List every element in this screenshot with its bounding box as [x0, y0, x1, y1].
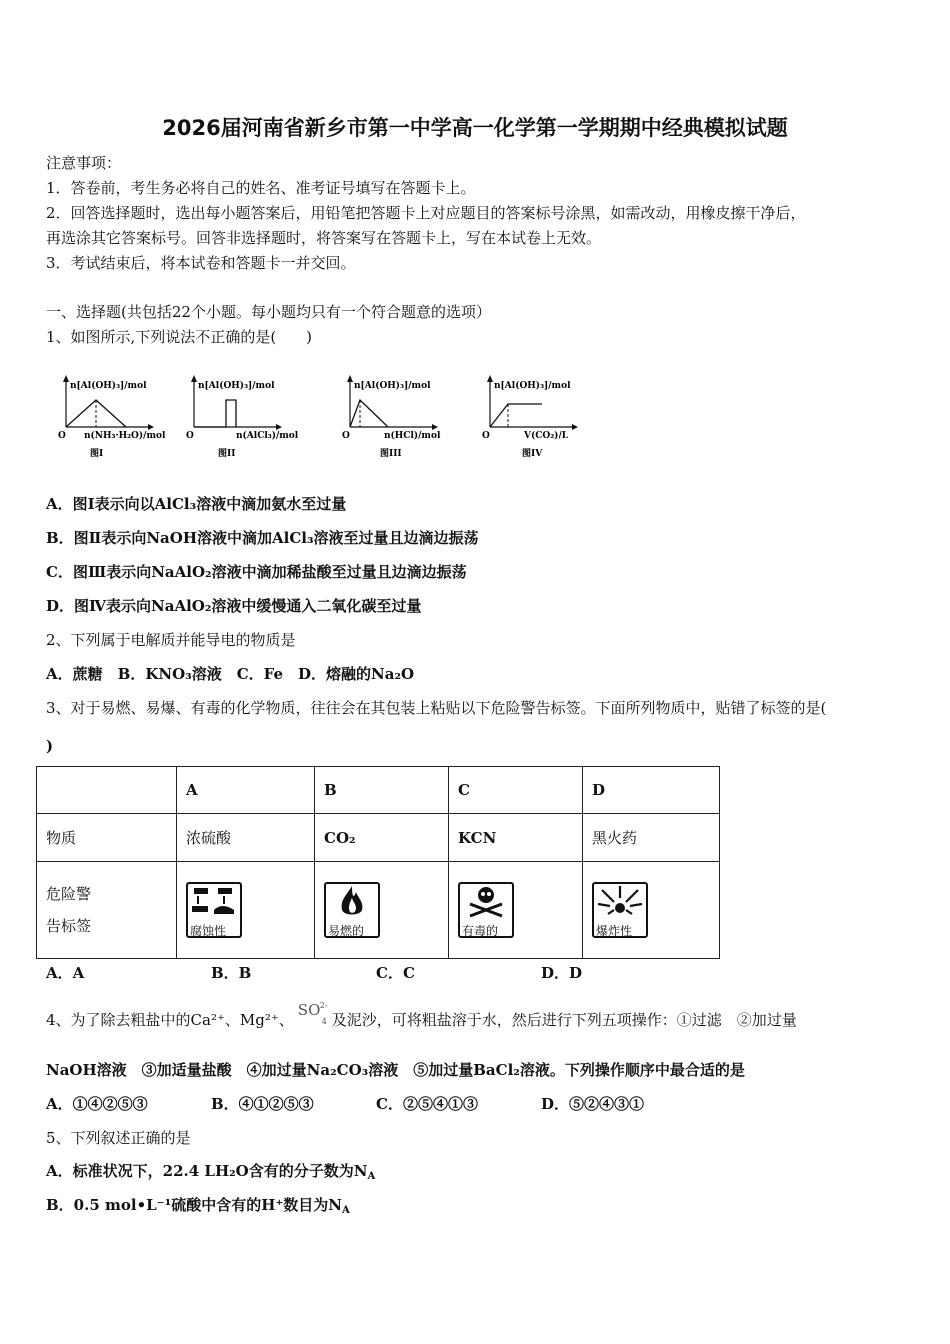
- ion-subscript: 4: [321, 1017, 327, 1026]
- graph-1-caption: 图I: [90, 449, 104, 459]
- q2-options: A．蔗糖 B．KNO₃溶液 C．Fe D．熔融的Na₂O: [46, 665, 415, 683]
- graph-3-origin: O: [342, 431, 350, 441]
- table-header: D: [583, 767, 720, 814]
- q5-option-a: [46, 1161, 375, 1187]
- sulfate-ion: [294, 1001, 332, 1030]
- q5-option-b-sub: A: [342, 1205, 350, 1216]
- graph-3: [340, 372, 460, 466]
- graph-2-xlabel: n(AlCl₃)/mol: [236, 431, 299, 441]
- notice-item-2: 2．回答选择题时，选出每小题答案后，用铅笔把答题卡上对应题目的答案标号涂黑，如需改动，用橡皮擦干净后，: [46, 204, 806, 222]
- q1-option-d: D．图Ⅳ表示向NaAlO₂溶液中缓慢通入二氧化碳至过量: [46, 597, 422, 615]
- table-cell: [37, 862, 177, 959]
- q3-stem: 3、对于易燃、易爆、有毒的化学物质，往往会在其包装上粘贴以下危险警告标签。下面所列物质中，贴错了标签的是(: [46, 699, 827, 717]
- table-cell: [315, 862, 449, 959]
- graph-3-ylabel: n[Al(OH)₃]/mol: [354, 381, 431, 391]
- table-cell: KCN: [449, 814, 583, 862]
- graph-1-origin: O: [58, 431, 66, 441]
- graph-1-ylabel: n[Al(OH)₃]/mol: [70, 381, 147, 391]
- q5-stem: 5、下列叙述正确的是: [46, 1129, 191, 1147]
- graph-1-xlabel: n(NH₃·H₂O)/mol: [84, 431, 166, 441]
- table-row: [37, 862, 720, 959]
- section-heading: 一、选择题(共包括22个小题。每小题均只有一个符合题意的选项）: [46, 303, 491, 321]
- table-cell: [37, 767, 177, 814]
- ion-symbol: SO: [297, 1001, 321, 1019]
- q3-option-b: B．B: [211, 964, 252, 982]
- graph-4-caption: 图IV: [522, 449, 543, 459]
- table-cell: 黑火药: [583, 814, 720, 862]
- notice-item-1: 1．答卷前，考生务必将自己的姓名、准考证号填写在答题卡上。: [46, 179, 476, 197]
- table-header: C: [449, 767, 583, 814]
- notice-heading: 注意事项：: [46, 154, 122, 172]
- q4-option-a: A．①④②⑤③: [46, 1095, 148, 1113]
- q1-option-b: B．图Ⅱ表示向NaOH溶液中滴加AlCl₃溶液至过量且边滴边振荡: [46, 529, 479, 547]
- table-row: [37, 767, 720, 814]
- graph-4-xlabel: V(CO₂)/L: [524, 431, 569, 441]
- q5-option-b: [46, 1195, 350, 1221]
- graph-4-origin: O: [482, 431, 490, 441]
- table-cell: 浓硫酸: [177, 814, 315, 862]
- table-cell: [177, 862, 315, 959]
- explosive-icon: [592, 882, 648, 938]
- graph-4-ylabel: n[Al(OH)₃]/mol: [494, 381, 571, 391]
- q3-option-a: A．A: [46, 964, 85, 982]
- icon-label: 易燃的: [328, 924, 365, 938]
- table-row: [37, 814, 720, 862]
- q5-option-b-text: B．0.5 mol•L⁻¹硫酸中含有的H⁺数目为N: [46, 1196, 342, 1214]
- q4-stem-line-1: [46, 1001, 797, 1030]
- row-label-line-2: 告标签: [46, 917, 92, 935]
- graph-3-xlabel: n(HCl)/mol: [384, 431, 441, 441]
- q4-option-c: C．②⑤④①③: [376, 1095, 478, 1113]
- q1-option-c: C．图Ⅲ表示向NaAlO₂溶液中滴加稀盐酸至过量且边滴边振荡: [46, 563, 467, 581]
- q3-option-d: D．D: [541, 964, 583, 982]
- q5-option-a-text: A．标准状况下，22.4 LH₂O含有的分子数为N: [46, 1162, 368, 1180]
- q1-stem: 1、如图所示,下列说法不正确的是( ): [46, 328, 313, 346]
- corrosive-icon: [186, 882, 242, 938]
- notice-item-2-cont: 再选涂其它答案标号。回答非选择题时，将答案写在答题卡上，写在本试卷上无效。: [46, 229, 602, 247]
- graph-2-origin: O: [186, 431, 194, 441]
- table-header: B: [315, 767, 449, 814]
- q4-stem-line-2: NaOH溶液 ③加适量盐酸 ④加过量Na₂CO₃溶液 ⑤加过量BaCl₂溶液。下列操作顺序中最合适的是: [46, 1061, 745, 1079]
- q3-stem-end: ): [46, 737, 54, 755]
- graph-2: [184, 372, 304, 466]
- graph-1: [56, 372, 176, 466]
- table-cell: 物质: [37, 814, 177, 862]
- flammable-icon: [324, 882, 380, 938]
- icon-label: 有毒的: [462, 924, 499, 938]
- icon-label: 腐蚀性: [190, 924, 227, 938]
- table-cell: CO₂: [315, 814, 449, 862]
- q4-stem-a: 4、为了除去粗盐中的Ca²⁺、Mg²⁺、: [46, 1011, 294, 1029]
- q3-option-c: C．C: [376, 964, 415, 982]
- table-cell: [449, 862, 583, 959]
- q1-option-a: A．图Ⅰ表示向以AlCl₃溶液中滴加氨水至过量: [46, 495, 347, 513]
- q2-stem: 2、下列属于电解质并能导电的物质是: [46, 631, 296, 649]
- ion-charge: 2-: [319, 1001, 328, 1010]
- table-cell: [583, 862, 720, 959]
- row-label-line-1: 危险警: [46, 885, 92, 903]
- graph-4: [480, 372, 600, 466]
- q4-option-b: B．④①②⑤③: [211, 1095, 314, 1113]
- q5-option-a-sub: A: [367, 1171, 376, 1182]
- graph-3-caption: 图III: [380, 449, 402, 459]
- hazard-table: [36, 766, 720, 959]
- icon-label: 爆炸性: [596, 924, 633, 938]
- graph-2-ylabel: n[Al(OH)₃]/mol: [198, 381, 275, 391]
- page-title: 2026届河南省新乡市第一中学高一化学第一学期期中经典模拟试题: [162, 116, 788, 140]
- notice-item-3: 3．考试结束后，将本试卷和答题卡一并交回。: [46, 254, 356, 272]
- q4-option-d: D．⑤②④③①: [541, 1095, 645, 1113]
- toxic-icon: [458, 882, 514, 938]
- q4-stem-b: 及泥沙，可将粗盐溶于水，然后进行下列五项操作：①过滤 ②加过量: [331, 1011, 797, 1029]
- graph-2-caption: 图II: [218, 449, 236, 459]
- table-header: A: [177, 767, 315, 814]
